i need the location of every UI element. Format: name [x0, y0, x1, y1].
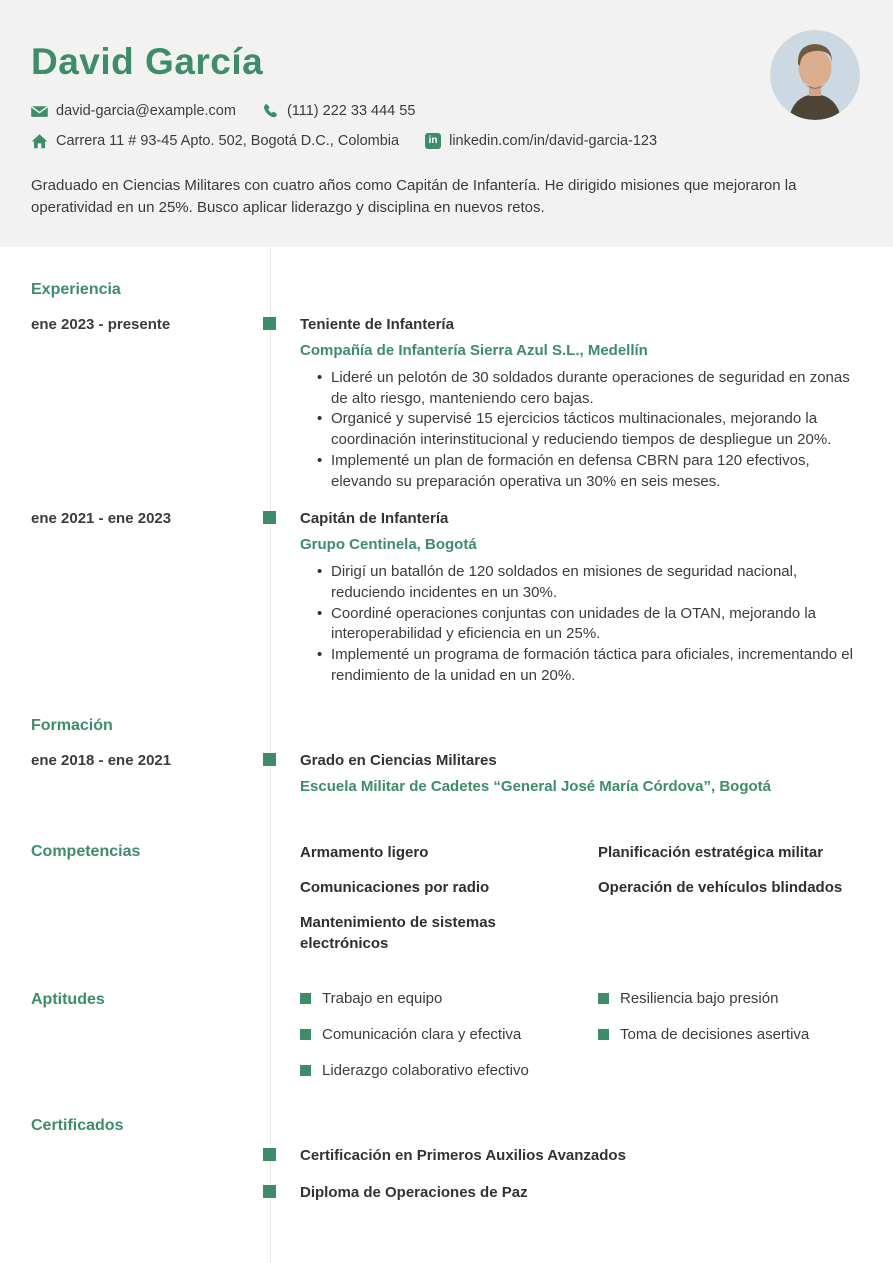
experience-entry-1: [31, 315, 862, 492]
certificate-label: Diploma de Operaciones de Paz: [300, 1184, 528, 1202]
section-education: [31, 716, 862, 804]
skill-item: Comunicaciones por radio: [300, 879, 490, 897]
bullet-item: • Coordiné operaciones conjuntas con unidades de la OTAN, mejorando la interoperabilidad y eficiencia en un 25%.: [300, 604, 862, 645]
aptitude-label: Trabajo en equipo: [322, 990, 443, 1008]
home-icon: [31, 133, 48, 150]
certificate-item: [31, 1183, 862, 1202]
entry-dates: ene 2021 - ene 2023: [31, 510, 172, 528]
section-experience: [31, 280, 862, 686]
bullet-item: • Implementé un programa de formación táctica para oficiales, incrementando el rendimiento de la unidad en un 20%.: [300, 645, 862, 686]
entry-dates: ene 2023 - presente: [31, 316, 171, 333]
aptitude-item: [598, 1026, 862, 1044]
summary-text: Graduado en Ciencias Militares con cuatro años como Capitán de Infantería. He dirigido misiones que mejoraron la operatividad en un 25%. Busco aplicar liderazgo y disciplina en nuevos retos.: [31, 176, 797, 216]
avatar: [770, 30, 860, 120]
section-aptitudes: [31, 990, 862, 1080]
resume-body: [0, 247, 893, 1263]
contact-phone: [262, 103, 415, 120]
contact-email: [31, 103, 236, 120]
green-square-icon: [598, 993, 609, 1004]
section-heading-aptitudes: Aptitudes: [31, 991, 105, 1009]
contact-row-2: [31, 133, 863, 150]
aptitude-item: [300, 990, 564, 1008]
section-heading-certificates: Certificados: [31, 1117, 124, 1135]
bullet-item: • Implementé un plan de formación en defensa CBRN para 120 efectivos, elevando su preparación operativa un 30% en seis meses.: [300, 451, 862, 492]
person-name: David García: [31, 41, 264, 82]
aptitude-item: [300, 1062, 564, 1080]
entry-content: [300, 751, 862, 804]
skill-item: Armamento ligero: [300, 844, 429, 862]
entry-bullet-list: [300, 368, 862, 492]
resume-header: [0, 0, 893, 247]
phone-text: (111) 222 33 444 55: [286, 103, 416, 120]
experience-entry-2: [31, 509, 862, 686]
green-square-icon: [300, 1029, 311, 1040]
green-square-icon: [300, 1065, 311, 1076]
entry-role: Capitán de Infantería: [300, 510, 449, 528]
bullet-item: • Lideré un pelotón de 30 soldados durante operaciones de seguridad en zonas de alto riesgo, manteniendo cero bajas.: [300, 368, 862, 409]
section-heading-skills: Competencias: [31, 843, 141, 861]
bullet-item: • Organicé y supervisé 15 ejercicios tácticos multinacionales, mejorando la coordinación interinstitucional y reduciendo tiempos de despliegue un 20%.: [300, 409, 862, 450]
entry-marker-square: [263, 317, 276, 330]
entry-marker-square: [263, 1185, 276, 1198]
entry-bullet-list: [300, 562, 862, 686]
envelope-icon: [31, 103, 48, 120]
entry-role: Teniente de Infantería: [300, 316, 454, 333]
aptitude-item: [300, 1026, 564, 1044]
aptitude-label: Toma de decisiones asertiva: [620, 1026, 810, 1044]
profile-photo-illustration: [770, 30, 860, 120]
education-entry-1: [31, 751, 862, 804]
skill-item: Operación de vehículos blindados: [598, 879, 843, 897]
entry-school: Escuela Militar de Cadetes “General José María Córdova”, Bogotá: [300, 778, 771, 796]
address-text: Carrera 11 # 93-45 Apto. 502, Bogotá D.C., Colombia: [56, 133, 400, 150]
skills-grid: [300, 842, 862, 954]
aptitudes-grid: [300, 990, 862, 1080]
aptitude-item: [598, 990, 862, 1008]
entry-organization: Grupo Centinela, Bogotá: [300, 536, 477, 554]
certificate-label: Certificación en Primeros Auxilios Avanzados: [300, 1147, 626, 1165]
green-square-icon: [598, 1029, 609, 1040]
linkedin-text: linkedin.com/in/david-garcia-123: [449, 133, 658, 150]
entry-content: [300, 509, 862, 686]
contact-address: [31, 133, 399, 150]
skill-item: Planificación estratégica militar: [598, 844, 824, 862]
entry-marker-square: [263, 753, 276, 766]
section-heading-experience: Experiencia: [31, 281, 121, 298]
entry-degree: Grado en Ciencias Militares: [300, 752, 497, 770]
section-certificates: [31, 1116, 862, 1202]
aptitude-label: Liderazgo colaborativo efectivo: [322, 1062, 529, 1080]
section-heading-education: Formación: [31, 717, 113, 735]
green-square-icon: [300, 993, 311, 1004]
skill-item: Mantenimiento de sistemas electrónicos: [300, 914, 496, 953]
email-text: david-garcia@example.com: [56, 103, 236, 120]
aptitude-label: Resiliencia bajo presión: [620, 990, 779, 1008]
bullet-item: • Dirigí un batallón de 120 soldados en misiones de seguridad nacional, reduciendo incidentes en un 30%.: [300, 562, 862, 603]
entry-marker-square: [263, 511, 276, 524]
section-skills: [31, 842, 862, 954]
entry-marker-square: [263, 1148, 276, 1161]
entry-dates: ene 2018 - ene 2021: [31, 752, 172, 770]
contact-row-1: [31, 103, 863, 120]
entry-content: [300, 315, 862, 492]
certificate-item: [31, 1146, 862, 1165]
contact-linkedin: [425, 133, 657, 150]
linkedin-icon: in: [425, 133, 441, 149]
phone-icon: [262, 103, 279, 120]
aptitude-label: Comunicación clara y efectiva: [322, 1026, 522, 1044]
entry-organization: Compañía de Infantería Sierra Azul S.L., Medellín: [300, 342, 648, 359]
